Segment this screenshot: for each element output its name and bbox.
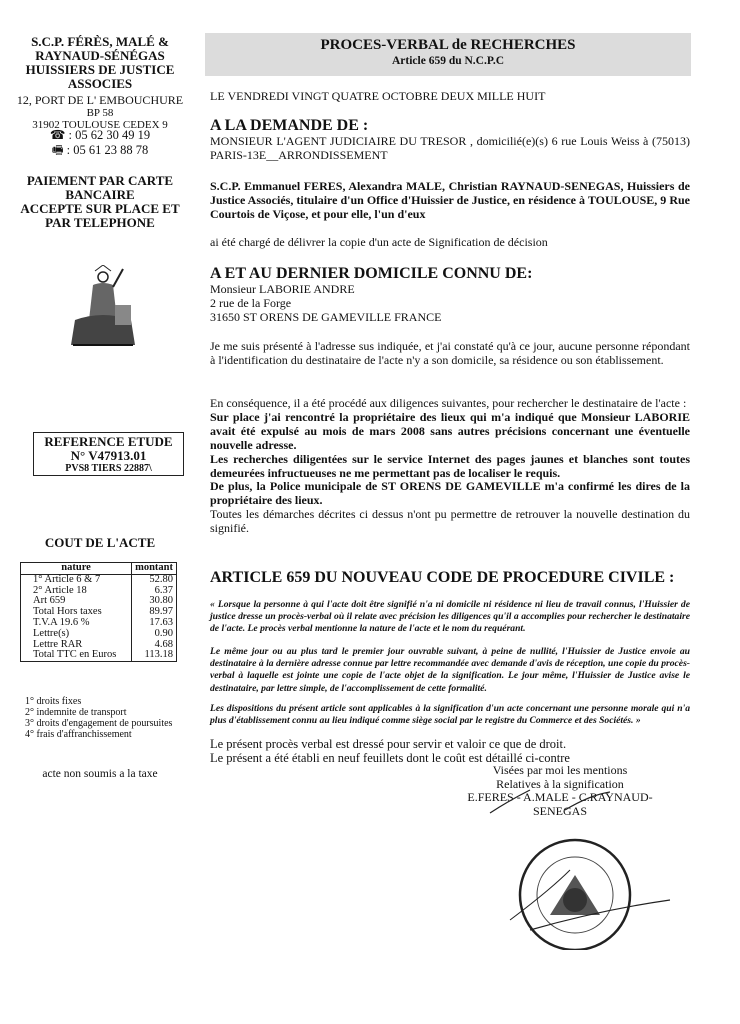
paragraph: En conséquence, il a été procédé aux diligences suivantes, pour rechercher le destinataire de l'acte : [210, 396, 687, 410]
firm-line: ASSOCIES [67, 76, 133, 91]
act-date: LE VENDREDI VINGT QUATRE OCTOBRE DEUX MILLE HUIT [210, 89, 546, 103]
cost-row [21, 629, 177, 640]
cost-montant: 89.97 [149, 606, 173, 618]
closing-line: Le présent procès verbal est dressé pour servir et valoir ce que de droit. [210, 737, 567, 751]
marianne-logo-icon [65, 265, 140, 350]
article-paragraph: Les dispositions du présent article sont applicables à la signification d'un acte concernant une personne morale qui n'a plus d'établissement connu au lieu indiqué comme siège social par le registre du Commerce et des Sociétés. » [210, 703, 690, 727]
phone-line [0, 128, 200, 143]
diligences-block [210, 397, 690, 536]
paragraph: De plus, la Police municipale de ST ORENS DE GAMEVILLE m'a confirmé les dires de la propriétaire des lieux. [210, 479, 690, 508]
cost-row [21, 574, 177, 585]
demand-text: MONSIEUR L'AGENT JUDICIAIRE DU TRESOR , domicilié(e)(s) 6 rue Louis Weiss à (75013) PARIS-13E__ARRONDISSEMENT [210, 134, 690, 162]
payment-line: PAR TELEPHONE [45, 215, 155, 230]
cost-nature: 2° Article 18 [21, 586, 132, 597]
demand-heading: A LA DEMANDE DE : [210, 117, 369, 134]
domicile-heading: A ET AU DERNIER DOMICILE CONNU DE: [210, 265, 533, 282]
signature-line: SENEGAS [532, 803, 587, 818]
paragraph: Toutes les démarches décrites ci dessus n'ont pu permettre de retrouver la nouvelle destination du signifié. [210, 507, 690, 536]
note: 1° droits fixes [25, 696, 82, 707]
cost-montant: 113.18 [144, 649, 173, 661]
cost-nature: Lettre(s) [21, 629, 132, 640]
cost-nature: 1° Article 6 & 7 [21, 574, 132, 585]
cost-header-row [21, 563, 177, 575]
payment-line: BANCAIRE [65, 187, 135, 202]
charge-text: ai été chargé de délivrer la copie d'un acte de Signification de décision [210, 235, 548, 249]
fax-icon: 🖷 [51, 143, 64, 157]
cost-montant: 52.80 [149, 573, 173, 585]
firm-address [0, 94, 200, 132]
document-title: PROCES-VERBAL de RECHERCHES [320, 37, 576, 53]
payment-line: ACCEPTE SUR PLACE ET [20, 201, 180, 216]
header-montant: montant [132, 563, 177, 575]
signature-line: Visées par moi les mentions [492, 763, 628, 777]
cost-montant: 6.37 [154, 584, 173, 596]
article-paragraph: Le même jour ou au plus tard le premier jour ouvrable suivant, à peine de nullité, l'Huissier de Justice envoie au destinataire à la dernière adresse connue par lettre recommandée avec demande d'avis de réception, une copie du procès-verbal à laquelle est jointe une copie de l'acte objet de la signification. Le jour même, l'Huissier de Justice avise le destinataire, par lettre simple, de l'accomplissement de cette formalité. [210, 646, 690, 694]
firm-line: HUISSIERS DE JUSTICE [25, 62, 175, 77]
cost-nature: Lettre RAR [21, 640, 132, 651]
cost-montant: 4.68 [154, 638, 173, 650]
fax-line [0, 143, 200, 158]
signature-line: E.FERES - A.MALE - C.RAYNAUD- [467, 790, 653, 804]
paragraph: Sur place j'ai rencontré la propriétaire des lieux qui m'a indiqué que Monsieur LABORIE avait été expulsé au mois de mars 2008 sans autres précisions concernant une éventuelle nouvelle adresse. [210, 409, 690, 452]
closing [210, 738, 690, 766]
signature-seal-icon [470, 780, 700, 950]
scp-text: S.C.P. Emmanuel FERES, Alexandra MALE, Christian RAYNAUD-SENEGAS, Huissiers de Justice Associés, titulaire d'un Office d'Huissier de Justice, en résidence à TOULOUSE, 9 Rue Courtois de Viçose, et pour elle, l'un d'eux [210, 179, 690, 221]
cost-montant: 0.90 [154, 627, 173, 639]
tax-note: acte non soumis a la taxe [42, 768, 158, 780]
paragraph: Je me suis présenté à l'adresse sus indiquée, et j'ai constaté qu'à ce jour, aucune personne répondant à l'identification du destinataire de l'acte n'y a son domicile, sa résidence ou son établissement. [210, 339, 690, 367]
note: 3° droits d'engagement de poursuites [25, 718, 173, 729]
document-subtitle: Article 659 du N.C.P.C [391, 55, 504, 67]
note: 4° frais d'affranchissement [25, 729, 132, 740]
fax-number: : 05 61 23 88 78 [66, 143, 149, 157]
reference-number: N° V47913.01 [70, 448, 147, 463]
document-header [205, 33, 691, 76]
closing-line: Le présent a été établi en neuf feuillets dont le coût est détaillé ci-contre [210, 750, 570, 765]
cost-nature: Art 659 [21, 596, 132, 607]
firm-line: RAYNAUD-SÉNÉGAS [35, 48, 165, 63]
reference-sub: PVS8 TIERS 22887\ [65, 463, 152, 474]
firm-name [0, 35, 200, 91]
reference-title: REFERENCE ETUDE [44, 434, 173, 449]
article-paragraph: « Lorsque la personne à qui l'acte doit être signifié n'a ni domicile ni résidence ni lieu de travail connus, l'Huissier de justice dresse un procès-verbal où il relate avec précision les diligences qu'il a accomplies pour rechercher le destinataire de l'acte. Le procès verbal mentionne la nature de l'acte et le nom du requérant. [210, 599, 690, 635]
reference-box [33, 432, 184, 476]
cost-montant: 17.63 [149, 616, 173, 628]
cost-nature: Total Hors taxes [21, 607, 132, 618]
recipient-address [210, 283, 690, 325]
address-line: 12, PORT DE L' EMBOUCHURE [16, 93, 184, 107]
recipient-line: 2 rue de la Forge [210, 295, 292, 310]
phone-number: : 05 62 30 49 19 [68, 128, 151, 142]
firm-contacts [0, 128, 200, 158]
payment-notice [0, 174, 200, 230]
recipient-line: Monsieur LABORIE ANDRE [210, 282, 355, 296]
phone-icon: ☎ [49, 128, 66, 142]
recipient-line: 31650 ST ORENS DE GAMEVILLE FRANCE [210, 309, 442, 324]
article-heading: ARTICLE 659 DU NOUVEAU CODE DE PROCEDURE CIVILE : [210, 569, 675, 586]
paragraph: Les recherches diligentées sur le service Internet des pages jaunes et blanches sont toutes demeurées infructueuses ne me permettant pas de localiser le requis. [210, 451, 690, 480]
address-line: 31902 TOULOUSE CEDEX 9 [32, 119, 168, 131]
cost-row [21, 650, 177, 661]
cost-nature: T.V.A 19.6 % [21, 618, 132, 629]
firm-line: S.C.P. FÉRÈS, MALÉ & [31, 34, 169, 49]
signature-line: Relatives à la signification [496, 776, 624, 791]
cost-notes [25, 696, 172, 740]
address-line: BP 58 [86, 106, 114, 119]
header-nature: nature [21, 563, 132, 575]
cost-montant: 30.80 [149, 595, 173, 607]
note: 2° indemnite de transport [25, 707, 127, 718]
cost-table [20, 562, 177, 662]
cost-title: COUT DE L'ACTE [44, 535, 156, 550]
cost-nature: Total TTC en Euros [21, 650, 132, 661]
payment-line: PAIEMENT PAR CARTE [26, 173, 174, 188]
